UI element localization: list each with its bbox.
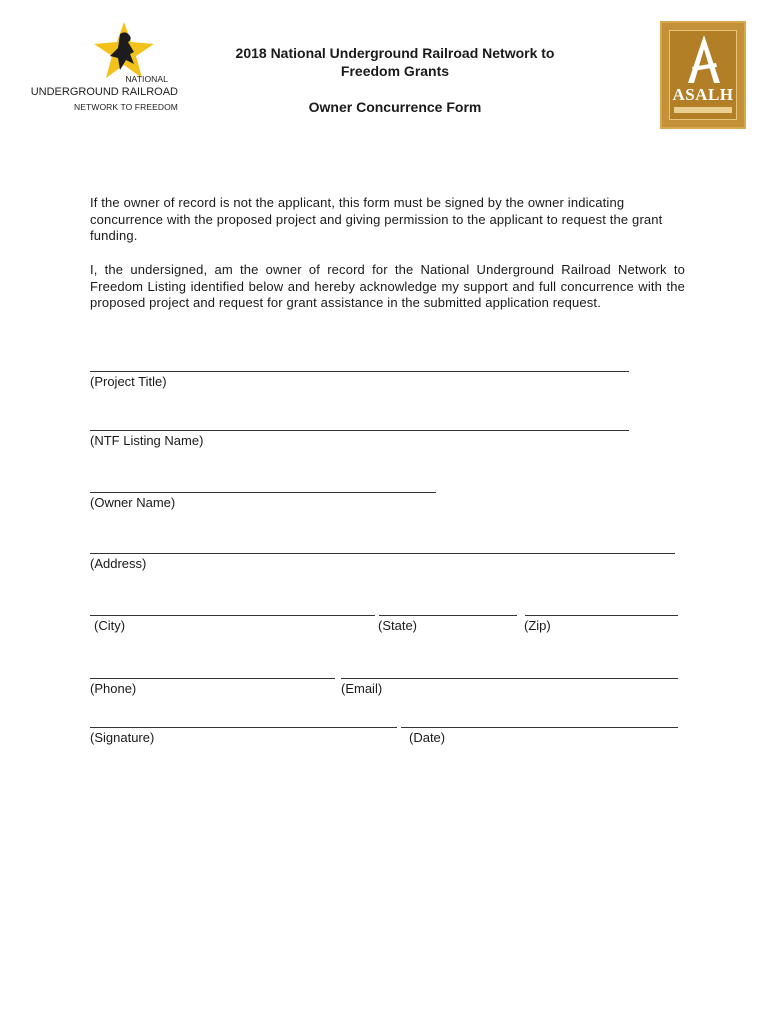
signature-label: (Signature) bbox=[90, 730, 155, 745]
page-title-line1: 2018 National Underground Railroad Network to bbox=[235, 45, 555, 61]
asalh-seal-logo bbox=[660, 21, 746, 129]
acknowledgement-paragraph: I, the undersigned, am the owner of record for the National Underground Railroad Network to Freedom Listing identified below and hereby acknowledge my support and full concurrence with the proposed project and request for grant assistance in the submitted application request. bbox=[90, 262, 685, 310]
date-field[interactable] bbox=[401, 727, 678, 728]
email-field[interactable] bbox=[341, 678, 678, 679]
phone-label: (Phone) bbox=[90, 681, 137, 696]
intro-paragraph: If the owner of record is not the applicant, this form must be signed by the owner indicating concurrence with the proposed project and giving permission to the applicant to request the grant funding. bbox=[90, 195, 663, 243]
logo-text-national: NATIONAL bbox=[125, 74, 168, 84]
letter-a-emblem-icon bbox=[684, 33, 724, 85]
signature-field[interactable] bbox=[90, 727, 397, 728]
page-title-line2: Freedom Grants bbox=[340, 63, 450, 79]
project-title-label: (Project Title) bbox=[90, 374, 167, 389]
city-field[interactable] bbox=[90, 615, 375, 616]
address-field[interactable] bbox=[90, 553, 675, 554]
ntf-listing-name-label: (NTF Listing Name) bbox=[90, 433, 204, 448]
ntf-listing-name-field[interactable] bbox=[90, 430, 629, 431]
zip-field[interactable] bbox=[525, 615, 678, 616]
email-label: (Email) bbox=[341, 681, 383, 696]
city-label: (City) bbox=[94, 618, 126, 633]
owner-name-label: (Owner Name) bbox=[90, 495, 176, 510]
seal-banner bbox=[674, 107, 732, 113]
state-field[interactable] bbox=[379, 615, 517, 616]
star-silhouette-icon bbox=[84, 20, 164, 82]
logo-text-underground-railroad: UNDERGROUND RAILROAD bbox=[30, 86, 178, 98]
owner-name-field[interactable] bbox=[90, 492, 436, 493]
project-title-field[interactable] bbox=[90, 371, 629, 372]
logo-text-network-to-freedom: NETWORK TO FREEDOM bbox=[74, 102, 178, 112]
state-label: (State) bbox=[378, 618, 418, 633]
form-title: Owner Concurrence Form bbox=[308, 99, 482, 115]
network-to-freedom-logo bbox=[28, 18, 178, 118]
phone-field[interactable] bbox=[90, 678, 335, 679]
zip-label: (Zip) bbox=[524, 618, 551, 633]
seal-text: ASALH bbox=[672, 85, 734, 104]
address-label: (Address) bbox=[90, 556, 147, 571]
date-label: (Date) bbox=[409, 730, 446, 745]
